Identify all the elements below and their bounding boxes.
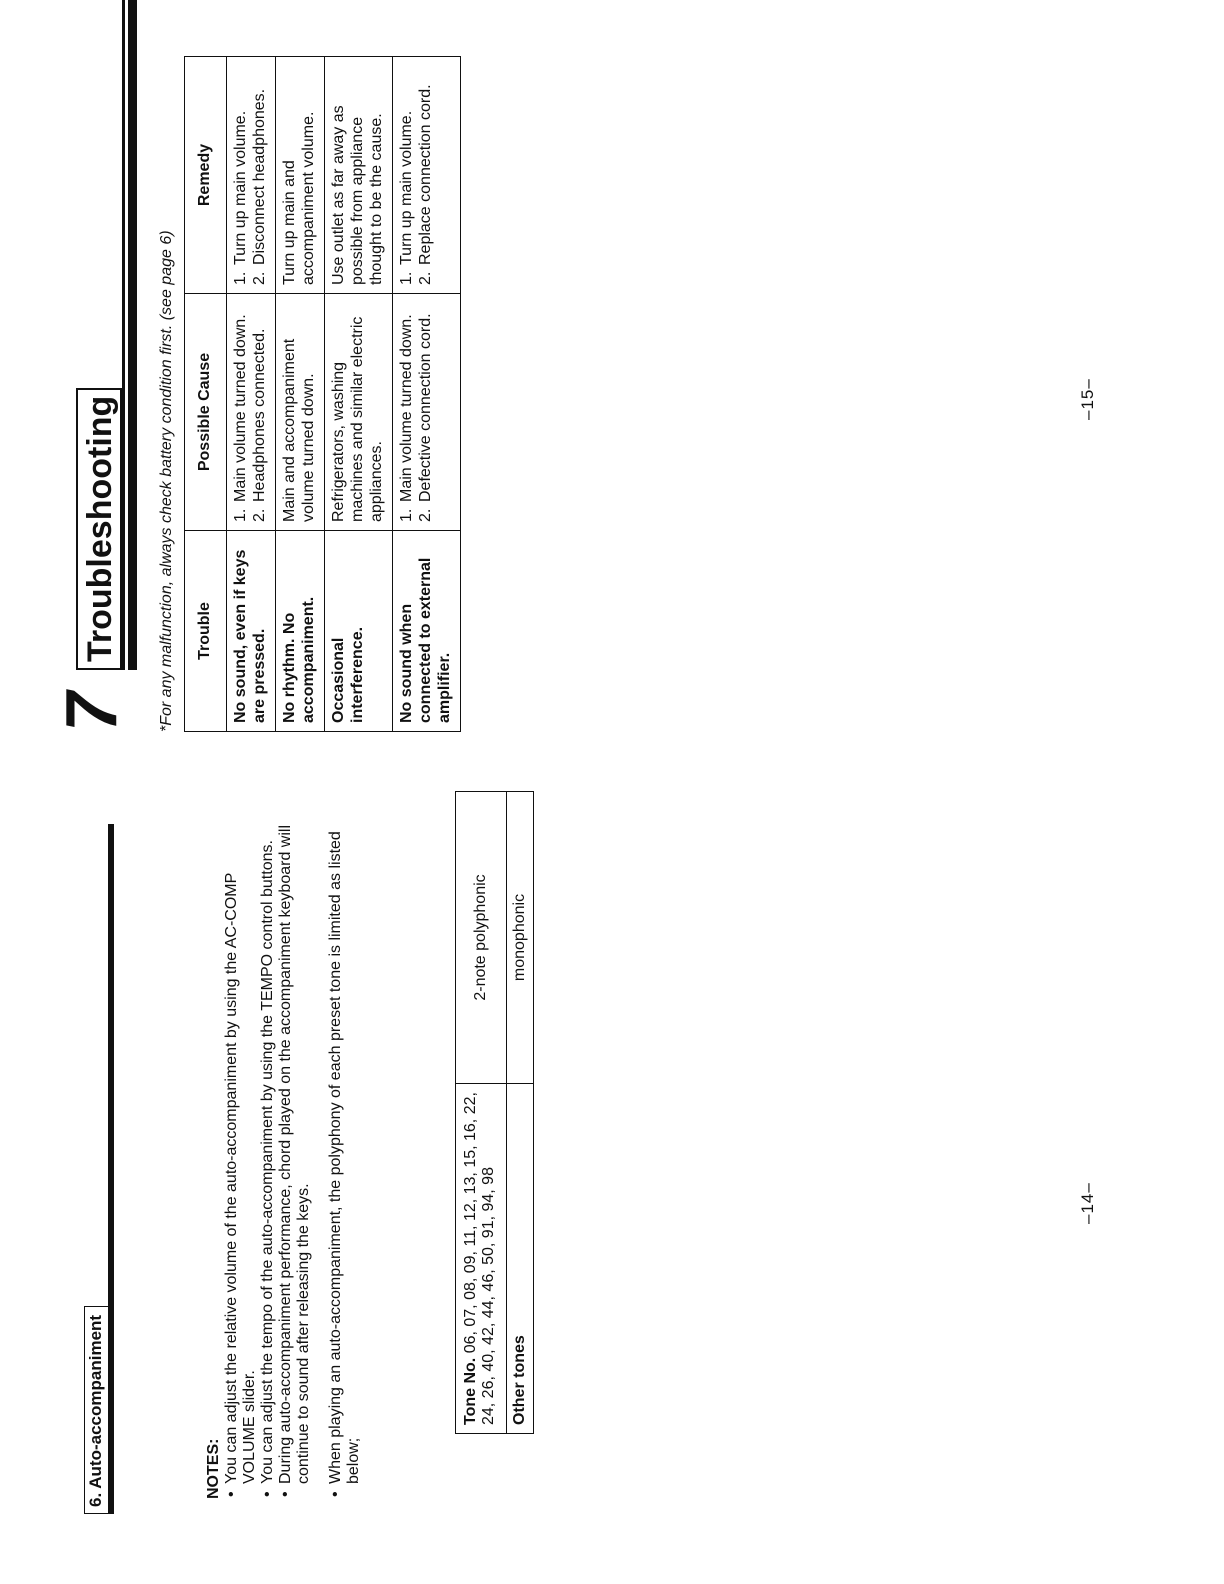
intro-note: *For any malfunction, always check battery condition first. (see page 6)	[158, 230, 175, 732]
table-row	[507, 792, 534, 1434]
page-number: –14–	[1078, 1182, 1097, 1224]
chapter-rule	[122, 0, 125, 670]
section-title: 6. Auto-accompaniment	[84, 1306, 108, 1514]
cause-cell	[227, 294, 276, 531]
remedy-cell	[393, 57, 461, 294]
list-item: 2. Disconnect headphones.	[251, 88, 268, 285]
note-item: • You can adjust the tempo of the auto-accompaniment by using the TEMPO control buttons.	[259, 819, 277, 1499]
tone-list-cell	[456, 1084, 507, 1434]
table-row	[456, 792, 507, 1434]
troubleshooting-table	[184, 56, 461, 732]
remedy-cell: Use outlet as far away as possible from appliance thought to be the cause.	[325, 57, 393, 294]
tone-no-label: Tone No.	[462, 1357, 479, 1425]
polyphony-value: monophonic	[507, 792, 534, 1084]
note-item: • During auto-accompaniment performance, chord played on the accompaniment keyboard will continue to sound after releasing the keys.	[277, 819, 313, 1499]
polyphony-value: 2-note polyphonic	[456, 792, 507, 1084]
table-row	[325, 57, 393, 732]
list-item: 1. Main volume turned down.	[232, 314, 249, 522]
list-item: 1. Turn up main volume.	[232, 110, 249, 285]
note-item: • You can adjust the relative volume of the auto-accompaniment by using the AC-COMP VOLUME slider.	[223, 819, 259, 1499]
header-trouble: Trouble	[185, 531, 227, 732]
tone-polyphony-table	[455, 791, 534, 1434]
list-item: 2. Replace connection cord.	[417, 84, 434, 285]
list-item: 2. Defective connection cord.	[417, 313, 434, 522]
notes-block	[205, 819, 363, 1499]
tone-numbers: 06, 07, 08, 09, 11, 12, 13, 15, 16, 22, 24, 26, 40, 42, 44, 46, 50, 91, 94, 98	[462, 1092, 497, 1425]
notes-title: NOTES:	[205, 1438, 222, 1499]
trouble-cell: No sound when connected to external amplifier.	[393, 531, 461, 732]
table-row	[393, 57, 461, 732]
trouble-cell: Occasional interference.	[325, 531, 393, 732]
header-cause: Possible Cause	[185, 294, 227, 531]
cause-cell: Main and accompaniment volume turned down.	[276, 294, 325, 531]
note-item: • When playing an auto-accompaniment, the polyphony of each preset tone is limited as listed below;	[327, 819, 363, 1499]
left-page	[0, 792, 1224, 1584]
table-header-row	[185, 57, 227, 732]
chapter-title: Troubleshooting	[76, 388, 122, 670]
table-row	[276, 57, 325, 732]
remedy-cell: Turn up main and accompaniment volume.	[276, 57, 325, 294]
page-number: –15–	[1078, 378, 1097, 420]
section-header	[84, 824, 114, 1514]
chapter-header	[52, 0, 132, 732]
cause-cell	[393, 294, 461, 531]
trouble-cell: No rhythm. No accompaniment.	[276, 531, 325, 732]
section-rule	[108, 824, 114, 1514]
other-tones-label: Other tones	[507, 1084, 534, 1434]
list-item: 1. Main volume turned down.	[398, 314, 415, 522]
trouble-cell: No sound, even if keys are pressed.	[227, 531, 276, 732]
chapter-rule	[128, 0, 137, 670]
list-item: 1. Turn up main volume.	[398, 110, 415, 285]
cause-cell: Refrigerators, washing machines and similar electric appliances.	[325, 294, 393, 531]
remedy-cell	[227, 57, 276, 294]
chapter-number: 7	[52, 693, 132, 732]
header-remedy: Remedy	[185, 57, 227, 294]
notes-list	[223, 819, 363, 1499]
list-item: 2. Headphones connected.	[251, 328, 268, 522]
table-row	[227, 57, 276, 732]
